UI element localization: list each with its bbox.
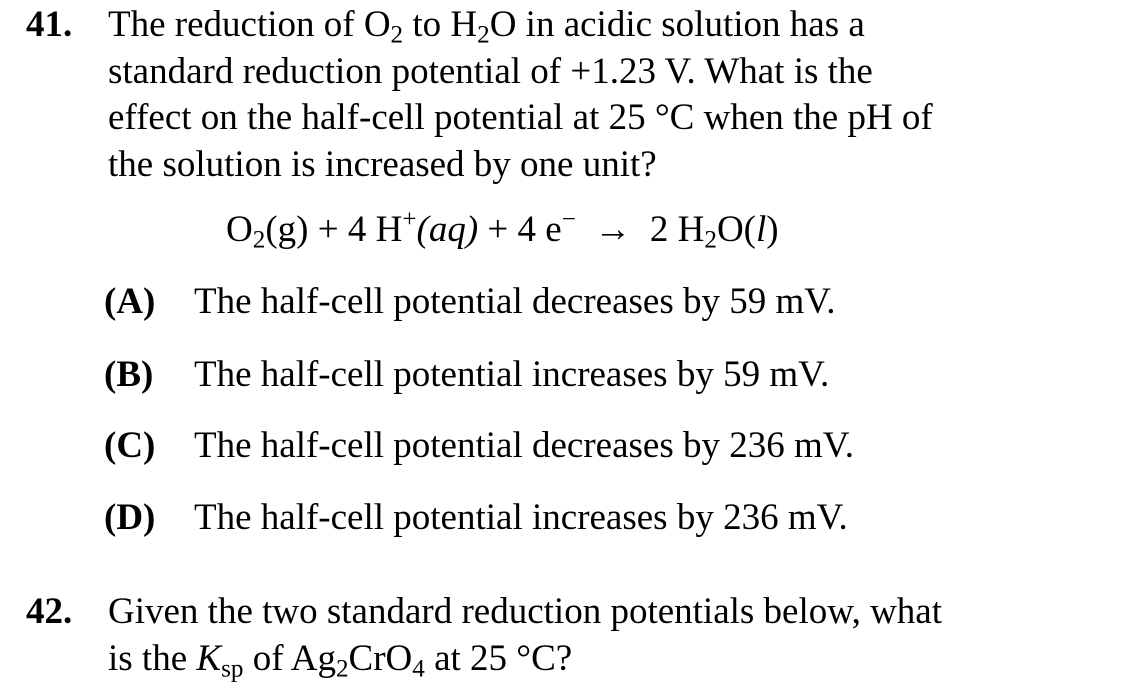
option-letter: (A) <box>104 279 194 325</box>
option-letter: (D) <box>104 495 194 541</box>
answer-option-b[interactable] <box>104 352 829 398</box>
question-line-1: Given the two standard reduction potentials below, what <box>108 589 1128 636</box>
question-text <box>108 2 1128 188</box>
answer-option-d[interactable] <box>104 495 848 541</box>
answer-option-a[interactable] <box>104 279 835 325</box>
question-line-1: The reduction of $O_2$ to $H_2O$ in acidic solution has a <box>108 2 1128 49</box>
option-text: The half-cell potential decreases by 59 mV. <box>194 279 835 325</box>
option-letter: (B) <box>104 352 194 398</box>
question-line-3: effect on the half-cell potential at 25 °C when the pH of <box>108 95 1128 142</box>
question-text <box>108 589 1128 682</box>
option-text: The half-cell potential increases by 236 mV. <box>194 495 848 541</box>
question-number: 41. <box>26 2 72 48</box>
option-text: The half-cell potential increases by 59 mV. <box>194 352 829 398</box>
question-line-2: is the $K_{sp}$ of $Ag_2CrO_4$ at 25 °C? <box>108 636 1128 682</box>
option-text: The half-cell potential decreases by 236 mV. <box>194 423 854 469</box>
option-letter: (C) <box>104 423 194 469</box>
question-line-2: standard reduction potential of +1.23 V. What is the <box>108 49 1128 96</box>
answer-option-c[interactable] <box>104 423 854 469</box>
question-line-4: the solution is increased by one unit? <box>108 142 1128 189</box>
question-number: 42. <box>26 589 72 635</box>
reaction-equation: $O_2(g) + 4$ H+(aq) + 4 e− → 2 $H_2O(l)$ <box>226 207 779 253</box>
